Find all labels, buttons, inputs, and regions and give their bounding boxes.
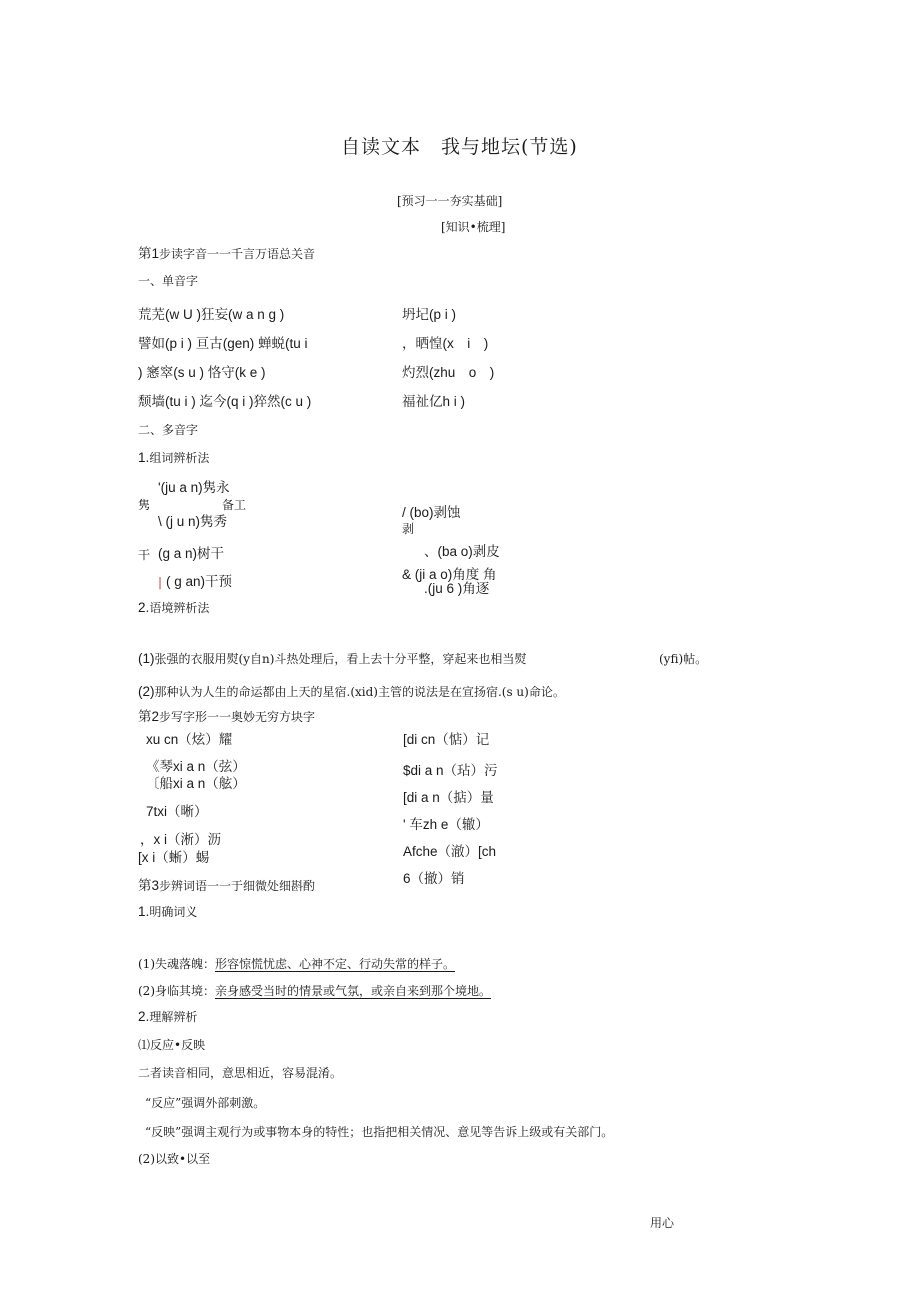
single-char-heading: 一、单音字 [138, 274, 199, 288]
analysis-text-2: “反应”强调外部刺激。 [145, 1096, 266, 1110]
method1-heading: 1.组词辨析法 [138, 450, 210, 465]
step2-heading: 第2步写字形一一奥妙无穷方块字 [138, 709, 316, 724]
single-row-1a: 荒芜(w U )狂妄(w a n g ) [138, 307, 285, 322]
definition-2: (2)身临其境：亲身感受当时的情景或气氛，或亲自来到那个境地。 [138, 984, 492, 998]
jun-reading-2: \ (j u n)隽秀 [158, 514, 228, 529]
gan-reading-1: (g a n)树干 [158, 546, 225, 561]
form-xi-1: 7txi（晰） [146, 804, 208, 819]
form-xuan: xu cn（炫）耀 [146, 732, 233, 747]
gan-char: 干 [138, 548, 151, 562]
bo-reading: / (bo)剥蚀 [402, 505, 461, 520]
brace-mark: | [158, 575, 163, 589]
step1-heading: 第1步读字音一一千言万语总关音 [138, 246, 316, 261]
form-dian-2: $di a n（玷）污 [403, 763, 498, 778]
analysis-text-3: “反映”强调主观行为或事物本身的特性；也指把相关情况、意见等告诉上级或有关部门。 [145, 1125, 614, 1139]
section-subtitle-preview: [预习一一夯实基础] [397, 194, 503, 208]
multi-char-heading: 二、多音字 [138, 423, 199, 437]
jun-char: 隽 [138, 498, 151, 512]
method2-heading: 2.语境辨析法 [138, 600, 210, 615]
bao-reading: 、(ba o)剥皮 [424, 544, 500, 559]
jue-reading: .(ju 6 )角逐 [424, 581, 490, 596]
page-footer: 用心 [650, 1216, 675, 1230]
single-row-4a: 颓墙(tu i ) 迄今(q i )猝然(c u ) [138, 394, 312, 409]
words-heading-2: 2.理解辨析 [138, 1009, 198, 1024]
form-xi-2: ，x i（淅）沥 [140, 832, 221, 847]
jun-mid-note: 备工 [222, 498, 247, 512]
context-sentence-2: (2)那种认为人生的命运都由上天的星宿.(xid)主管的说法是在宣扬宿.(s u)命论。 [138, 684, 565, 699]
single-row-3b: 灼烈(zhu o ) [402, 365, 495, 380]
single-row-2a: 譬如(p i ) 亘古(gen) 蝉蜕(tu i [138, 336, 308, 351]
form-dian-3: [di a n（掂）量 [403, 790, 494, 805]
form-xian-2: 〔船xi a n（舷） [146, 776, 246, 791]
bo-char: 剥 [402, 522, 415, 536]
jun-reading-1: '(ju a n)隽永 [158, 480, 230, 495]
section-subtitle-knowledge: [知识•梳理] [441, 220, 506, 234]
form-che: Afche（澈）[ch [403, 844, 497, 859]
single-row-1b: 坍圮(p i ) [402, 307, 456, 322]
form-xi-3: [x i（蜥）蜴 [138, 850, 210, 865]
form-che-2: 6（撤）销 [403, 871, 465, 886]
single-row-3a: ) 窸窣(s u ) 恪守(k e ) [138, 365, 266, 380]
context-sentence-1: (1)张强的衣服用熨(y自n)斗热处理后，看上去十分平整，穿起来也相当熨 [138, 651, 527, 666]
page-title: 自读文本 我与地坛(节选) [341, 136, 578, 158]
analysis-item-2: (2)以致•以至 [138, 1152, 211, 1166]
single-row-2b: ，晒惶(x i ) [402, 336, 489, 351]
single-row-4b: 福祉亿h i ) [402, 394, 466, 409]
definition-1: (1)失魂落魄：形容惊慌忧虑、心神不定、行动失常的样子。 [138, 957, 456, 971]
step3-heading: 第3步辨词语一一于细微处细斟酌 [138, 878, 316, 893]
analysis-text-1: 二者读音相同，意思相近，容易混淆。 [138, 1066, 343, 1080]
form-xian-1: 《琴xi a n（弦） [146, 759, 246, 774]
jiao-reading: & (ji a o)角度 角 [402, 567, 497, 582]
form-zhe: ' 车zh e（辙） [403, 817, 489, 832]
analysis-item-1: ⑴反应•反映 [138, 1038, 206, 1052]
form-dian-1: [di cn（惦）记 [403, 732, 490, 747]
context-sentence-1-end: (yfi)帖。 [659, 652, 708, 666]
gan-reading-2: ( g an)干预 [166, 574, 233, 589]
words-heading-1: 1.明确词义 [138, 904, 198, 919]
